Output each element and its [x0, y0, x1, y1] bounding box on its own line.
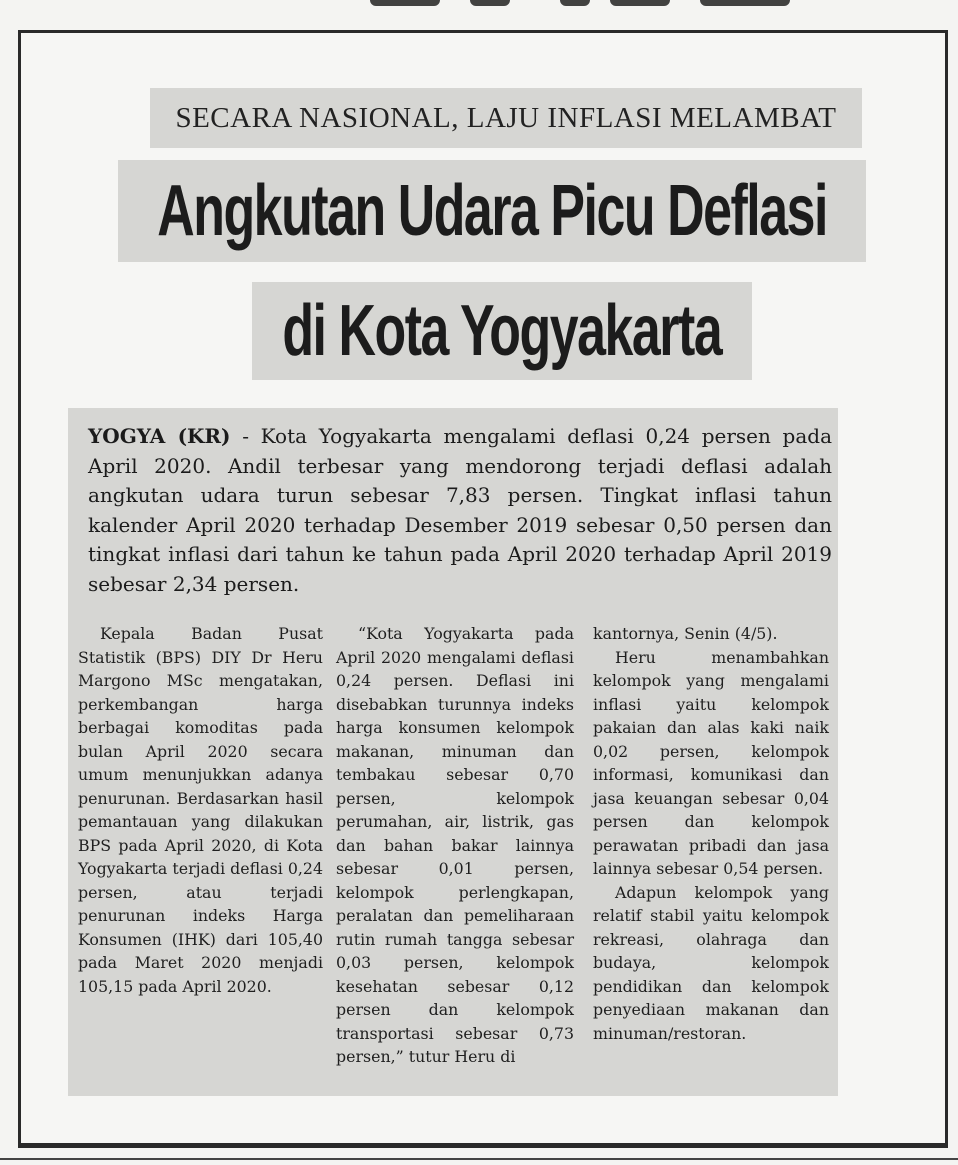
column-3 — [593, 622, 829, 1045]
dateline: YOGYA (KR) — [88, 424, 231, 448]
scan-top-edge — [0, 0, 958, 14]
kicker-text: SECARA NASIONAL, LAJU INFLASI MELAMBAT — [175, 101, 837, 134]
headline-line2: di Kota Yogyakarta — [282, 291, 722, 371]
column-2 — [336, 622, 574, 1069]
column-3-paragraph: Heru menambahkan kelompok yang mengalami inflasi yaitu kelompok pakaian dan alas kaki naik 0,02 persen, kelompok informasi, komunikasi dan jasa keuangan sebesar 0,04 persen dan kelompok perawatan pribadi dan jasa lainnya sebesar 0,54 persen. — [593, 647, 829, 878]
column-3-paragraph: Adapun kelompok yang relatif stabil yaitu kelompok rekreasi, olahraga dan budaya, kelompok pendidikan dan kelompok penyediaan makanan dan minuman/restoran. — [593, 882, 829, 1043]
kicker-strip — [150, 88, 862, 148]
column-1 — [78, 622, 323, 998]
article-body — [68, 408, 838, 1096]
headline-line2-strip — [252, 282, 752, 380]
lead-text: - Kota Yogyakarta mengalami deflasi 0,24 persen pada April 2020. Andil terbesar yang mendorong terjadi deflasi adalah angkutan udara turun sebesar 7,83 persen. Tingkat inflasi tahun kalender April 2020 terhadap Desember 2019 sebesar 0,50 persen dan tingkat inflasi dari tahun ke tahun pada April 2020 terhadap April 2019 sebesar 2,34 persen. — [88, 424, 833, 596]
headline-line1-strip — [118, 160, 866, 262]
headline-line1: Angkutan Udara Picu Deflasi — [157, 171, 827, 251]
lead-paragraph — [88, 422, 832, 599]
scan-bottom-edge — [0, 1158, 958, 1160]
column-1-paragraph: Kepala Badan Pusat Statistik (BPS) DIY Dr Heru Margono MSc mengatakan, perkembangan harga berbagai komoditas pada bulan April 2020 secara umum menunjukkan adanya penurunan. Berdasarkan hasil pemantauan yang dilakukan BPS pada April 2020, di Kota Yogyakarta terjadi deflasi 0,24 persen, atau terjadi penurunan indeks Harga Konsumen (IHK) dari 105,40 pada Maret 2020 menjadi 105,15 pada April 2020. — [78, 624, 323, 996]
column-3-paragraph: kantornya, Senin (4/5). — [593, 624, 778, 643]
column-2-paragraph: “Kota Yogyakarta pada April 2020 mengalami deflasi 0,24 persen. Deflasi ini disebabkan turunnya indeks harga konsumen kelompok makanan, minuman dan tembakau sebesar 0,70 persen, kelompok perumahan, air, listrik, gas dan bahan bakar lainnya sebesar 0,01 persen, kelompok perlengkapan, peralatan dan pemeliharaan rutin rumah tangga sebesar 0,03 persen, kelompok kesehatan sebesar 0,12 persen dan kelompok transportasi sebesar 0,73 persen,” tutur Heru di — [336, 624, 574, 1066]
